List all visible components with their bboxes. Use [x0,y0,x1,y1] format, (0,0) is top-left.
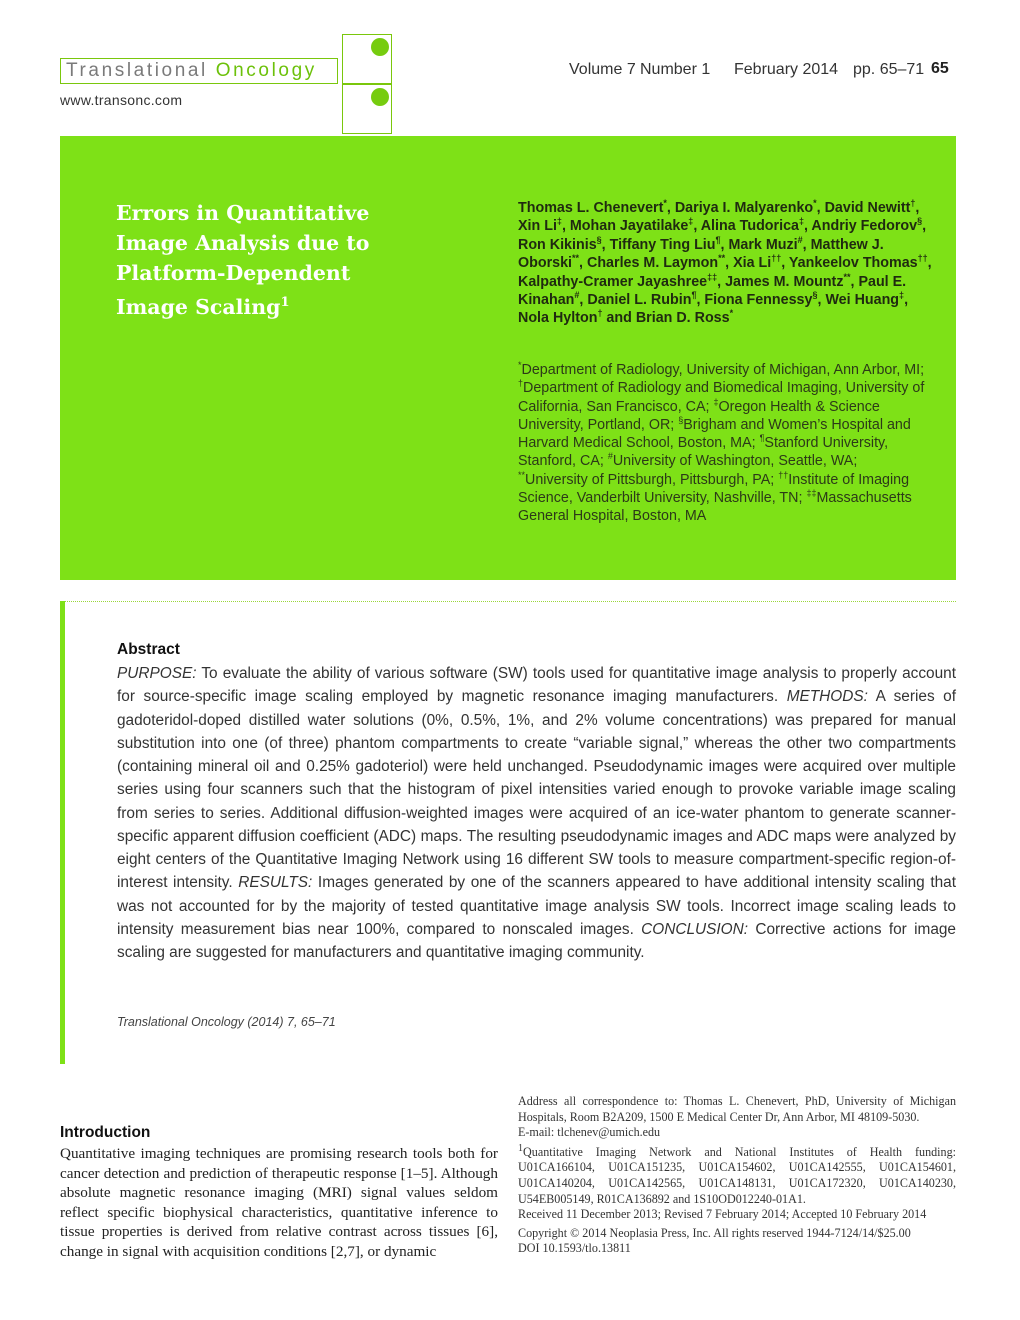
author-affiliation-mark: ** [843,271,851,282]
affiliation-mark: ‡‡ [806,488,817,499]
journal-name-part2: Oncology [215,60,317,81]
author-name: Yankeelov Thomas [788,255,918,272]
doi[interactable]: DOI 10.1593/tlo.13811 [518,1241,631,1256]
author-name: Matthew J. Oborski [518,236,884,272]
author-affiliation-mark: †† [917,253,928,264]
author-affiliation-mark: ** [718,253,726,264]
author-name: Daniel L. Rubin [587,292,692,309]
volume: Volume 7 [569,61,636,78]
author-affiliation-mark: # [797,235,803,246]
funding-mark: 1 [518,1142,524,1154]
introduction-text: Quantitative imaging techniques are promising research tools both for cancer detection and prediction of therapeutic response [1–5]. Although absolute magnetic resonance imaging (MRI) signal values seldom reflect specific biophysical characteristics, quantitative inference to tissue properties is derived from relative contrast across tissues [6], change in signal with acquisition conditions [2,7], or dynamic [60,1145,498,1260]
affiliation-text: Department of Radiology and Biomedical Imaging, University of California, San Francisco, CA; [518,380,925,415]
received-dates: Received 11 December 2013; Revised 7 February 2014; Accepted 10 February 2014 [518,1207,927,1222]
author-name: Ron Kikinis [518,236,597,253]
methods-label: METHODS: [786,688,868,706]
author-name: Kalpathy-Cramer Jayashree [518,273,708,290]
affiliation-mark: ** [518,470,526,481]
funding-text: Quantitative Imaging Network and National Institutes of Health funding: U01CA166104, U01CA151235, U01CA154602, U01CA142555, U01CA154601, U01CA140204, U01CA142565, U01CA148131, U01CA172320, U01CA140230, U54EB005149, R01CA136892 and 1S10OD012240-01A1. [518,1144,956,1206]
article-citation: Translational Oncology (2014) 7, 65–71 [117,1015,336,1029]
author-name: Charles M. Laymon [587,255,719,272]
author-name: James M. Mountz [725,273,844,290]
author-name: Alina Tudorica [700,218,799,235]
affiliation-mark: * [518,360,522,371]
logo-dot-bottom [371,88,389,106]
issue-number: Number 1 [640,61,711,78]
author-affiliation-mark: § [812,290,818,301]
page-number: 65 [931,60,949,77]
author-affiliation-mark: † [910,198,916,209]
affiliation-mark: ‡ [713,396,719,407]
affiliation-text: Institute of Imaging Science, Vanderbilt University, Nashville, TN; [518,471,910,507]
affiliation-text: University of Pittsburgh, Pittsburgh, PA; [525,471,775,488]
author-affiliation-mark: ‡‡ [707,271,718,282]
funding-note [518,1141,956,1207]
journal-name [66,60,317,82]
author-affiliation-mark: ‡ [899,290,905,301]
affiliation-mark: † [518,378,524,389]
purpose-label: PURPOSE: [117,665,197,682]
article-title-text: Errors in Quantitative Image Analysis due to Platform-Dependent Image Scaling [116,201,370,319]
issue-date: February 2014 [734,61,839,78]
abstract-heading: Abstract [117,641,180,658]
author-affiliation-mark: ¶ [715,235,721,246]
author-name: Dariya I. Malyarenko [674,200,814,216]
introduction-heading: Introduction [60,1124,151,1141]
author-name: Paul E. Kinahan [518,273,907,309]
author-affiliation-mark: ‡ [556,216,562,227]
abstract-body [117,662,956,964]
author-affiliation-mark: # [574,290,580,301]
author-name: Andriy Fedorov [811,218,918,235]
affiliation-text: Stanford University, Stanford, CA; [518,435,889,470]
author-name: Mark Muzi [728,236,798,253]
affiliation-text: Oregon Health & Science University, Portland, OR; [518,398,880,433]
author-list: Thomas L. Chenevert*, Dariya I. Malyarenko*, David Newitt†, Xin Li‡, Mohan Jayatilake‡, Alina Tudorica‡, Andriy Fedorov§, Ron Kikinis§, Tiffany Ting Liu¶, Mark Muzi#, Matthew J. Oborski**, Charles M. Laymon**, Xia Li††, Yankeelov Thomas††, Kalpathy-Cramer Jayashree‡‡, James M. Mountz**, Paul E. Kinahan#, Daniel L. Rubin¶, Fiona Fennessy§, Wei Huang‡, Nola Hylton† and Brian D. Ross* [518,198,932,327]
author-name: Xin Li [518,218,557,235]
author-name: Xia Li [733,255,772,272]
author-affiliation-mark: ‡ [798,216,804,227]
author-name: Brian D. Ross [635,310,730,327]
correspondence-email[interactable]: E-mail: tlchenev@umich.edu [518,1125,661,1140]
author-name: Tiffany Ting Liu [609,236,716,253]
affiliation-mark: †† [778,470,789,481]
correspondence-note: Address all correspondence to: Thomas L. Chenevert, PhD, University of Michigan Hospitals, Room B2A209, 1500 E Medical Center Dr, Ann Arbor, MI 48109-5030. [518,1094,956,1124]
purpose-text: To evaluate the ability of various software (SW) tools used for quantitative image analysis to properly account for source-specific image scaling employed by magnetic resonance imaging manufacturers. [117,665,956,706]
author-affiliation-mark: †† [771,253,782,264]
author-affiliation-mark: ¶ [691,290,697,301]
methods-text: A series of gadoteridol-doped distilled water solutions (0%, 0.5%, 1%, and 2% volume concentrations) was prepared for manual substitution into one (of three) phantom compartments to create “variable signal,” whereas the other two compartments (containing mineral oil and 0.25% gadoteriol) were held unchanged. Pseudodynamic images were acquired over multiple series using four scanners such that the histogram of pixel intensities varied enough to provoke variable image scaling from series to series. Additional diffusion-weighted images were acquired of an ice-water phantom to generate scanner-specific apparent diffusion coefficient (ADC) maps. The resulting pseudodynamic images and ADC maps were analyzed by eight centers of the Quantitative Imaging Network using 16 different SW tools to measure compartment-specific region-of-interest intensity. [117,688,957,892]
author-affiliation-mark: † [597,308,603,319]
journal-name-part1: Translational [66,60,208,81]
page-range: pp. 65–71 [853,61,925,78]
copyright-note: Copyright © 2014 Neoplasia Press, Inc. All rights reserved 1944-7124/14/$25.00 [518,1225,911,1240]
results-text: Images generated by one of the scanners appeared to have additional intensity scaling that was not accounted for by the majority of tested quantitative image analysis SW tools. Incorrect image scaling leads to intensity measurement bias near 100%, compared to nonscaled images. [117,874,956,938]
affiliation-text: Brigham and Women’s Hospital and Harvard Medical School, Boston, MA; [518,416,911,452]
affiliation-list [518,361,928,526]
affiliation-mark: # [607,451,613,462]
affiliation-text: Massachusetts General Hospital, Boston, MA [518,490,912,525]
author-name: Wei Huang [825,292,900,309]
affiliation-mark: ¶ [759,433,765,444]
author-name: Fiona Fennessy [704,292,813,309]
author-name: Nola Hylton [518,310,598,327]
author-affiliation-mark: § [596,235,602,246]
journal-url[interactable]: www.transonc.com [60,92,183,108]
author-affiliation-mark: § [917,216,923,227]
title-footnote-mark: 1 [280,295,290,310]
author-affiliation-mark: * [813,198,817,209]
affiliation-text: Department of Radiology, University of Michigan, Ann Arbor, MI; [521,362,925,378]
results-label: RESULTS: [238,874,313,892]
author-name: David Newitt [824,200,911,216]
affiliation-mark: § [678,415,684,426]
author-name: Thomas L. Chenevert [518,200,664,216]
conclusion-label: CONCLUSION: [641,920,749,938]
author-name: Mohan Jayatilake [569,218,689,235]
abstract-side-bar [60,601,65,1064]
author-affiliation-mark: * [663,198,667,209]
article-title [116,198,406,322]
conclusion-text: Corrective actions for image scaling are suggested for manufacturers and quantitative imaging community. [117,920,956,961]
author-affiliation-mark: * [729,308,734,319]
author-affiliation-mark: ** [572,253,580,264]
logo-dot-top [371,38,389,56]
affiliation-text: University of Washington, Seattle, WA; [612,453,858,470]
author-affiliation-mark: ‡ [688,216,694,227]
footnotes [518,1094,956,1257]
abstract-top-rule [60,601,956,603]
